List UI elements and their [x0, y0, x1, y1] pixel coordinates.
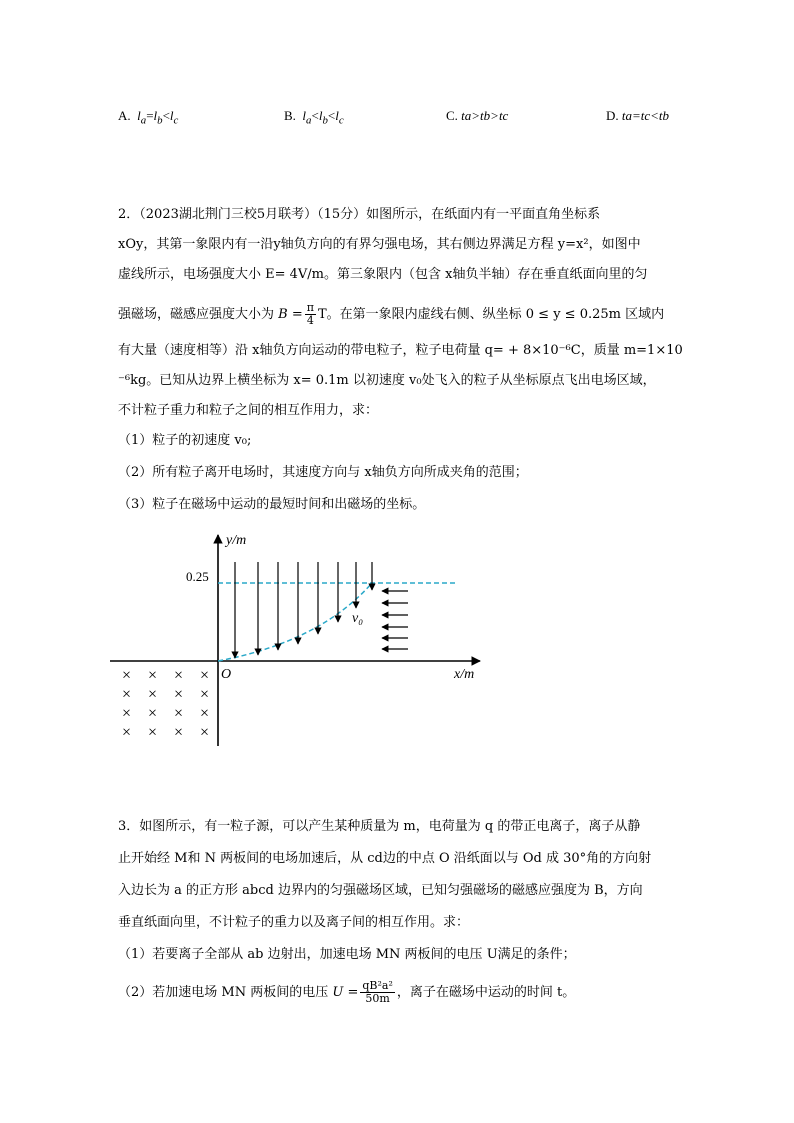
cross-mark: × [148, 667, 158, 684]
cross-mark: × [122, 705, 132, 722]
cross-mark: × [200, 667, 210, 684]
cross-mark: × [200, 686, 210, 703]
y-tick-label: 0.25 [186, 569, 209, 584]
cross-mark: × [148, 724, 158, 741]
q2-line-2: xOy，其第一象限内有一沿y轴负方向的有界匀强电场，其右侧边界满足方程 y=x²，如图中 [118, 237, 641, 252]
option-a: A. $l_a=l_b<l_c$ [118, 108, 179, 127]
cross-mark: × [174, 686, 184, 703]
q3-line-2: 止开始经 M和 N 两板间的电场加速后，从 cd边的中点 O 沿纸面以与 Od 成 30°角的方向射 [118, 851, 652, 866]
q2-line-6: ⁻⁶kg。已知从边界上横坐标为 x= 0.1m 以初速度 v₀处飞入的粒子从坐标原点飞出电场区域， [118, 373, 656, 388]
option-c: C. ta>tb>tc [446, 108, 509, 123]
q2-line-5: 有大量（速度相等）沿 x轴负方向运动的带电粒子，粒子电荷量 q= + 8×10⁻⁶C，质量 m=1×10 [118, 343, 683, 358]
q3-line-4: 垂直纸面向里，不计粒子的重力以及离子间的相互作用。求： [118, 915, 470, 930]
origin-label: O [221, 667, 232, 682]
option-b: B. $l_a<l_b<l_c$ [284, 108, 344, 127]
x-axis-label: x/m [454, 667, 475, 682]
cross-mark: × [122, 724, 132, 741]
option-d: D. ta=tc<tb [606, 108, 670, 123]
cross-mark: × [122, 686, 132, 703]
parabola-boundary [218, 583, 372, 661]
cross-mark: × [148, 686, 158, 703]
cross-mark: × [148, 705, 158, 722]
voltage-fraction: $\frac{\text{qB²a²}}{50m}$ [362, 979, 393, 1005]
q2-subquestion-2: （2）所有粒子离开电场时，其速度方向与 x轴负方向所成夹角的范围； [118, 465, 528, 480]
q3-subquestion-1: （1）若要离子全部从 ab 边射出，加速电场 MN 两板间的电压 U满足的条件； [118, 947, 576, 962]
q2-subquestion-1: （1）粒子的初速度 v₀; [118, 433, 252, 448]
q2-line-7: 不计粒子重力和粒子之间的相互作用力，求： [118, 403, 379, 418]
q3-subquestion-2: （2）若加速电场 MN 两板间的电压 U = $\frac{\text{qB²a²}}{50m}$ ，离子在磁场中运动的时间 t。 [118, 979, 576, 1005]
electric-field-arrows [235, 562, 372, 658]
cross-mark: × [174, 667, 184, 684]
q2-subquestion-3: （3）粒子在磁场中运动的最短时间和出磁场的坐标。 [118, 497, 426, 512]
q3-line-3: 入边长为 a 的正方形 abcd 边界内的匀强磁场区域，已知匀强磁场的磁感应强度为 B，方向 [118, 883, 643, 898]
particle-arrows [382, 591, 408, 649]
q2-line-4: 强磁场，磁感应强度大小为 B = $\frac{\pi}{4}$ T。在第一象限内虚线右侧、纵坐标 0 ≤ y ≤ 0.25m 区域内 [118, 301, 665, 327]
q3-line-1: 3．如图所示，有一粒子源，可以产生某种质量为 m，电荷量为 q 的带正电离子，离子从静 [118, 819, 641, 834]
cross-mark: × [200, 705, 210, 722]
cross-mark: × [174, 724, 184, 741]
cross-mark: × [174, 705, 184, 722]
y-axis-label: y/m [226, 533, 247, 548]
velocity-label: v₀ [352, 611, 364, 626]
field-diagram [110, 530, 490, 755]
q2-line-1: 2．（2023湖北荆门三校5月联考）（15分）如图所示，在纸面内有一平面直角坐标系 [118, 207, 601, 222]
q2-line-3: 虚线所示，电场强度大小 E= 4V/m。第三象限内（包含 x轴负半轴）存在垂直纸面向里的匀 [118, 267, 648, 282]
pi-over-4-fraction: $\frac{\pi}{4}$ [306, 301, 314, 327]
magnetic-field-marks [122, 667, 209, 741]
cross-mark: × [122, 667, 132, 684]
cross-mark: × [200, 724, 210, 741]
